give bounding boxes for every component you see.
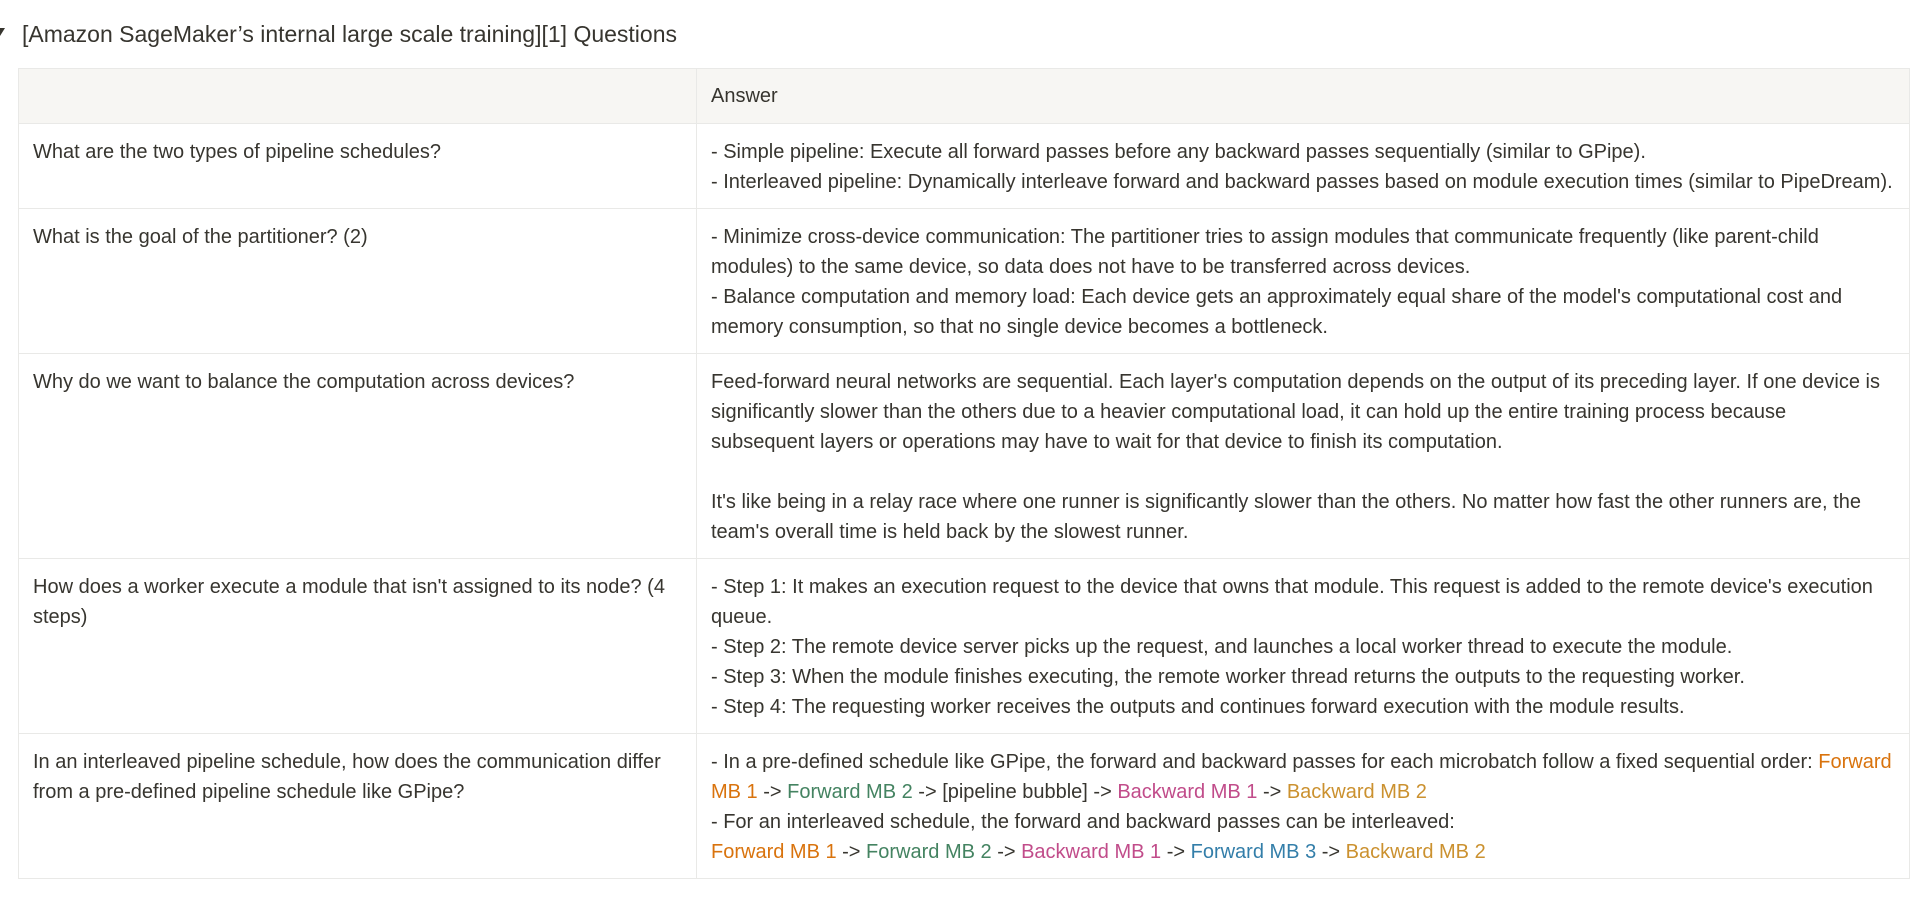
- answer-line: - Step 2: The remote device server picks up the request, and launches a local worker thread to execute the module.: [711, 636, 1733, 658]
- interleaved-sequence: [711, 837, 1895, 867]
- answer-cell[interactable]: [697, 209, 1910, 354]
- sequence-arrow: ->: [1257, 781, 1287, 803]
- header-cell-answer[interactable]: Answer: [697, 69, 1910, 124]
- toggle-block[interactable]: [0, 14, 677, 54]
- paragraph-spacer: [711, 457, 1895, 487]
- answer-cell[interactable]: [697, 124, 1910, 209]
- answer-line: - Interleaved pipeline: Dynamically interleave forward and backward passes based on module execution times (similar to PipeDream).: [711, 171, 1893, 193]
- sequence-step: Forward MB 3: [1190, 841, 1317, 863]
- sequence-step: Forward MB 1: [711, 751, 1892, 803]
- sequence-arrow: ->: [836, 841, 867, 863]
- sequence-step: Backward MB 1: [1117, 781, 1258, 803]
- answer-line: - Simple pipeline: Execute all forward passes before any backward passes sequentially (similar to GPipe).: [711, 141, 1646, 163]
- sequence-step: Forward MB 2: [787, 781, 913, 803]
- question-cell[interactable]: What are the two types of pipeline schedules?: [19, 124, 697, 209]
- sequence-arrow: ->: [757, 781, 788, 803]
- answer-cell[interactable]: [697, 559, 1910, 734]
- table-row: [19, 354, 1910, 559]
- answer-line-interleaved-intro: - For an interleaved schedule, the forward and backward passes can be interleaved:: [711, 811, 1455, 833]
- toggle-title: [Amazon SageMaker’s internal large scale training][1] Questions: [22, 20, 677, 47]
- sequence-arrow: ->: [991, 841, 1022, 863]
- answer-line-gpipe: [711, 747, 1895, 807]
- qa-table: [18, 68, 1910, 879]
- question-cell[interactable]: Why do we want to balance the computation across devices?: [19, 354, 697, 559]
- sequence-step: Forward MB 1: [711, 841, 837, 863]
- answer-cell[interactable]: [697, 734, 1910, 879]
- sequence-step: Backward MB 2: [1286, 781, 1427, 803]
- qa-table-wrapper: [18, 68, 1909, 879]
- gpipe-intro-text: - In a pre-defined schedule like GPipe, the forward and backward passes for each microbatch follow a fixed sequential order:: [711, 751, 1819, 773]
- sequence-step: Backward MB 1: [1021, 841, 1162, 863]
- answer-paragraph: It's like being in a relay race where one runner is significantly slower than the others. No matter how fast the other runners are, the team's overall time is held back by the slowest runner.: [711, 491, 1861, 543]
- answer-line: - Step 1: It makes an execution request to the device that owns that module. This request is added to the remote device's execution queue.: [711, 576, 1873, 628]
- question-cell[interactable]: What is the goal of the partitioner? (2): [19, 209, 697, 354]
- sequence-step: Backward MB 2: [1345, 841, 1486, 863]
- answer-line: - Minimize cross-device communication: The partitioner tries to assign modules that communicate frequently (like parent-child modules) to the same device, so data does not have to be transferred across devices.: [711, 226, 1819, 278]
- answer-line: - Step 3: When the module finishes executing, the remote worker thread returns the outputs to the requesting worker.: [711, 666, 1745, 688]
- answer-line: - Step 4: The requesting worker receives the outputs and continues forward execution with the module results.: [711, 696, 1685, 718]
- table-row: [19, 734, 1910, 879]
- table-row: [19, 559, 1910, 734]
- table-header-row: [19, 69, 1910, 124]
- toggle-triangle-icon[interactable]: [0, 23, 12, 45]
- table-row: [19, 209, 1910, 354]
- question-cell[interactable]: How does a worker execute a module that isn't assigned to its node? (4 steps): [19, 559, 697, 734]
- answer-line: - Balance computation and memory load: Each device gets an approximately equal share of the model's computational cost and memory consumption, so that no single device becomes a bottleneck.: [711, 286, 1843, 338]
- table-row: [19, 124, 1910, 209]
- answer-cell[interactable]: [697, 354, 1910, 559]
- question-cell[interactable]: In an interleaved pipeline schedule, how does the communication differ from a pre-defined pipeline schedule like GPipe?: [19, 734, 697, 879]
- sequence-step: Forward MB 2: [866, 841, 992, 863]
- sequence-arrow: ->: [1316, 841, 1346, 863]
- header-cell-question[interactable]: [19, 69, 697, 124]
- sequence-arrow: ->: [1161, 841, 1191, 863]
- sequence-arrow: -> [pipeline bubble] ->: [912, 781, 1118, 803]
- answer-paragraph: Feed-forward neural networks are sequential. Each layer's computation depends on the output of its preceding layer. If one device is significantly slower than the others due to a heavier computational load, it can hold up the entire training process because subsequent layers or operations may have to wait for that device to finish its computation.: [711, 371, 1880, 453]
